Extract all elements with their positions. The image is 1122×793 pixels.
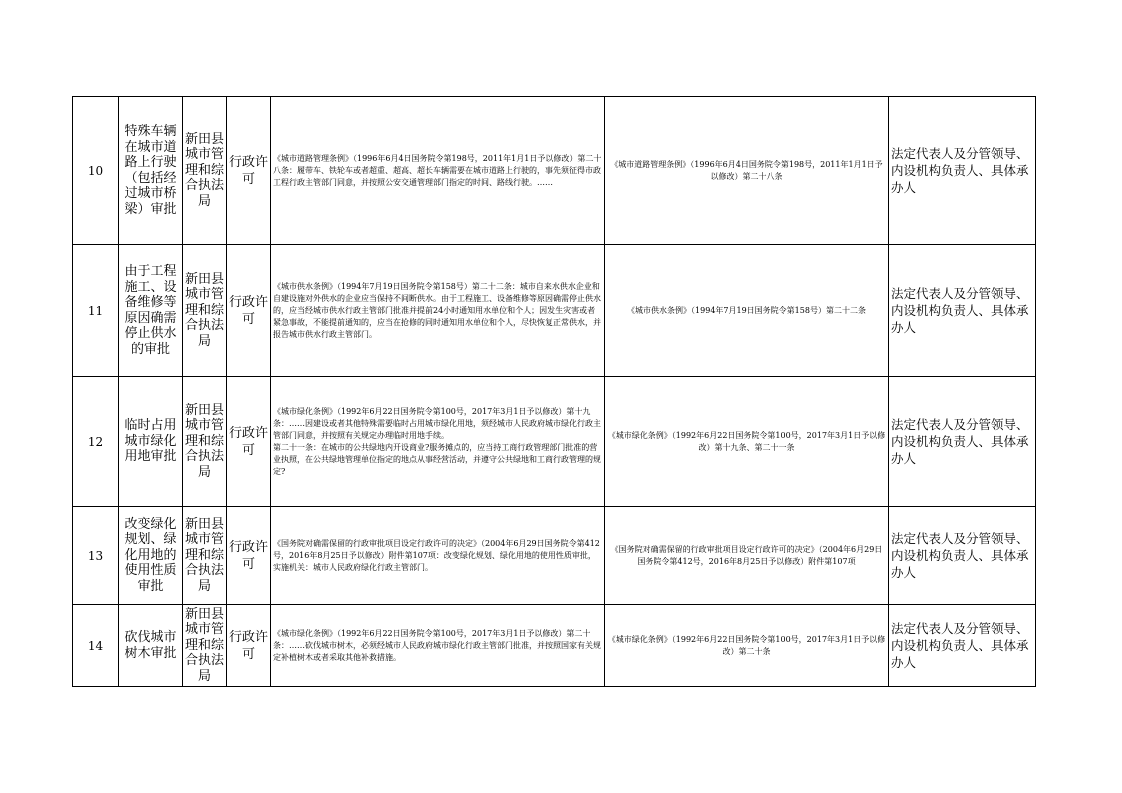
table-row — [73, 245, 1036, 377]
power-category: 行政许可 — [227, 377, 271, 507]
legal-basis-reference: 《城市绿化条例》（1992年6月22日国务院令第100号，2017年3月1日予以修改）第二十条 — [605, 605, 889, 687]
implementing-agency: 新田县城市管理和综合执法局 — [183, 245, 227, 377]
item-name: 由于工程施工、设备维修等原因确需停止供水的审批 — [119, 245, 183, 377]
table-row — [73, 377, 1036, 507]
item-name: 临时占用城市绿化用地审批 — [119, 377, 183, 507]
legal-basis-reference: 《城市道路管理条例》（1996年6月4日国务院令第198号，2011年1月1日予以修改）第二十八条 — [605, 97, 889, 245]
legal-basis: 《国务院对确需保留的行政审批项目设定行政许可的决定》（2004年6月29日国务院令第412号，2016年8月25日予以修改）附件第107项：改变绿化规划、绿化用地的使用性质审批，实施机关：城市人民政府绿化行政主管部门。 — [271, 507, 605, 605]
legal-basis: 《城市绿化条例》（1992年6月22日国务院令第100号，2017年3月1日予以修改）第二十条：……砍伐城市树木，必须经城市人民政府城市绿化行政主管部门批准，并按照国家有关规定补植树木或者采取其他补救措施。 — [271, 605, 605, 687]
table-row — [73, 97, 1036, 245]
implementing-agency: 新田县城市管理和综合执法局 — [183, 507, 227, 605]
responsible-party: 法定代表人及分管领导、内设机构负责人、具体承办人 — [889, 377, 1036, 507]
legal-basis: 《城市道路管理条例》（1996年6月4日国务院令第198号，2011年1月1日予以修改）第二十八条：履带车、铁轮车或者超重、超高、超长车辆需要在城市道路上行驶的，事先须征得市政工程行政主管部门同意，并按照公安交通管理部门指定的时间、路线行驶。…… — [271, 97, 605, 245]
row-number: 10 — [73, 97, 119, 245]
legal-basis-reference: 《城市绿化条例》（1992年6月22日国务院令第100号，2017年3月1日予以修改）第十九条、第二十一条 — [605, 377, 889, 507]
responsible-party: 法定代表人及分管领导、内设机构负责人、具体承办人 — [889, 605, 1036, 687]
table-row — [73, 605, 1036, 687]
row-number: 14 — [73, 605, 119, 687]
legal-basis-reference: 《国务院对确需保留的行政审批项目设定行政许可的决定》（2004年6月29日国务院令第412号，2016年8月25日予以修改）附件第107项 — [605, 507, 889, 605]
table-row — [73, 507, 1036, 605]
responsible-party: 法定代表人及分管领导、内设机构负责人、具体承办人 — [889, 97, 1036, 245]
row-number: 11 — [73, 245, 119, 377]
power-category: 行政许可 — [227, 245, 271, 377]
item-name: 特殊车辆在城市道路上行驶（包括经过城市桥梁）审批 — [119, 97, 183, 245]
responsible-party: 法定代表人及分管领导、内设机构负责人、具体承办人 — [889, 507, 1036, 605]
legal-basis: 《城市绿化条例》（1992年6月22日国务院令第100号，2017年3月1日予以修改）第十九条：……因建设或者其他特殊需要临时占用城市绿化用地，须经城市人民政府城市绿化行政主管部门同意，并按照有关规定办理临时用地手续。 第二十一条：在城市的公共绿地内开设商业?服务摊点的，应当持工商行政管理部门批准的营业执照，在公共绿地管理单位指定的地点从事经营活动，并遵守公共绿地和工商行政管理的规定? — [271, 377, 605, 507]
power-category: 行政许可 — [227, 507, 271, 605]
power-category: 行政许可 — [227, 97, 271, 245]
row-number: 13 — [73, 507, 119, 605]
power-category: 行政许可 — [227, 605, 271, 687]
responsible-party: 法定代表人及分管领导、内设机构负责人、具体承办人 — [889, 245, 1036, 377]
legal-basis: 《城市供水条例》（1994年7月19日国务院令第158号）第二十二条：城市自来水供水企业和自建设施对外供水的企业应当保持不间断供水。由于工程施工、设备维修等原因确需停止供水的，应当经城市供水行政主管部门批准并提前24小时通知用水单位和个人；因发生灾害或者紧急事故，不能提前通知的，应当在抢修的同时通知用水单位和个人，尽快恢复正常供水，并报告城市供水行政主管部门。 — [271, 245, 605, 377]
permit-table — [72, 96, 1036, 687]
item-name: 砍伐城市树木审批 — [119, 605, 183, 687]
item-name: 改变绿化规划、绿化用地的使用性质审批 — [119, 507, 183, 605]
row-number: 12 — [73, 377, 119, 507]
legal-basis-reference: 《城市供水条例》（1994年7月19日国务院令第158号）第二十二条 — [605, 245, 889, 377]
implementing-agency: 新田县城市管理和综合执法局 — [183, 97, 227, 245]
implementing-agency: 新田县城市管理和综合执法局 — [183, 605, 227, 687]
implementing-agency: 新田县城市管理和综合执法局 — [183, 377, 227, 507]
